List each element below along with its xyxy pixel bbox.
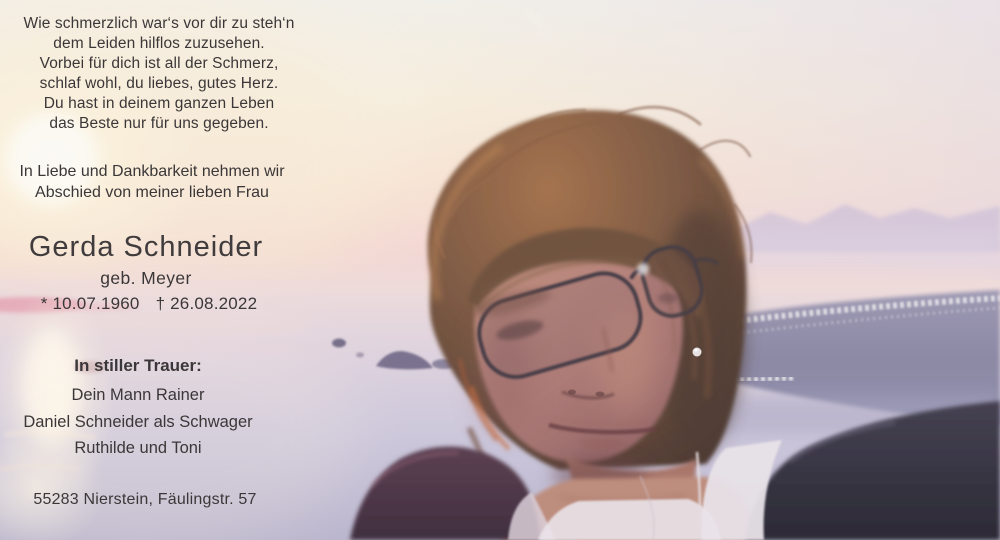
pearl-earring bbox=[693, 348, 702, 357]
farewell-intro bbox=[0, 162, 304, 203]
death-date: † 26.08.2022 bbox=[155, 294, 258, 313]
poem-line: das Beste nur für uns gegeben. bbox=[49, 115, 269, 132]
mourners-list bbox=[0, 382, 276, 462]
poem-line: schlaf wohl, du liebes, gutes Herz. bbox=[39, 75, 279, 92]
deceased-name: Gerda Schneider bbox=[28, 231, 264, 263]
maiden-name: geb. Meyer bbox=[100, 268, 192, 288]
mourner: Ruthilde und Toni bbox=[74, 439, 202, 457]
mourner: Dein Mann Rainer bbox=[71, 386, 205, 404]
poem-line: dem Leiden hilflos zuzusehen. bbox=[53, 35, 265, 52]
poem-line: Vorbei für dich ist all der Schmerz, bbox=[39, 55, 279, 72]
poem-line: Du hast in deinem ganzen Leben bbox=[43, 95, 275, 112]
intro-line: In Liebe und Dankbarkeit nehmen wir bbox=[19, 163, 285, 180]
mourner: Daniel Schneider als Schwager bbox=[23, 412, 253, 431]
memorial-poem bbox=[0, 14, 318, 134]
mourning-header: In stiller Trauer: bbox=[74, 356, 202, 375]
earring-glint bbox=[695, 349, 698, 352]
poem-line: Wie schmerzlich war‘s vor dir zu steh‘n bbox=[23, 15, 295, 32]
address-line: 55283 Nierstein, Fäulingstr. 57 bbox=[33, 491, 257, 508]
birth-date: * 10.07.1960 bbox=[40, 294, 140, 313]
glasses-glint bbox=[637, 263, 649, 275]
life-dates bbox=[0, 294, 298, 314]
intro-line: Abschied von meiner lieben Frau bbox=[35, 183, 269, 201]
